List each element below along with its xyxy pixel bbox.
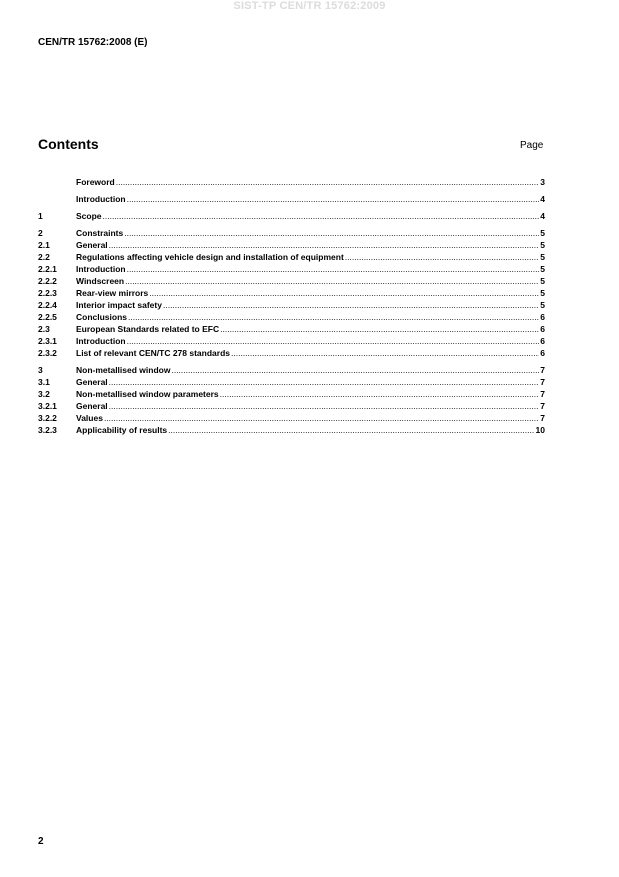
page-number: 2	[38, 836, 44, 847]
toc-entry-page: 7	[540, 365, 545, 375]
toc-entry-number: 2.2.1	[38, 264, 57, 274]
toc-entry-number: 2.2	[38, 252, 50, 262]
toc-entry-page: 5	[540, 276, 545, 286]
toc-entry[interactable]	[38, 311, 545, 323]
toc-entry[interactable]	[38, 210, 545, 222]
toc-entry-page: 6	[540, 324, 545, 334]
toc-entry-number: 3.2.2	[38, 413, 57, 423]
toc-entry-page: 5	[540, 240, 545, 250]
toc-entry-page: 7	[540, 413, 545, 423]
toc-entry-title: General	[76, 401, 108, 411]
toc-entry[interactable]	[38, 376, 545, 388]
toc-entry-number: 3.2.3	[38, 425, 57, 435]
toc-entry-number: 2.2.5	[38, 312, 57, 322]
toc-entry-title: Introduction	[76, 336, 126, 346]
toc-entry-page: 7	[540, 389, 545, 399]
toc-entry-number: 3	[38, 365, 43, 375]
dot-leader	[168, 424, 534, 436]
toc-entry-page: 4	[540, 194, 545, 204]
toc-entry-number: 2.2.4	[38, 300, 57, 310]
toc-entry[interactable]	[38, 400, 545, 412]
document-id: CEN/TR 15762:2008 (E)	[38, 37, 148, 48]
toc-entry[interactable]	[38, 412, 545, 424]
toc-entry-title: Regulations affecting vehicle design and installation of equipment	[76, 252, 344, 262]
toc-entry[interactable]	[38, 251, 545, 263]
dot-leader	[231, 347, 539, 359]
dot-leader	[220, 388, 540, 400]
toc-entry-title: Windscreen	[76, 276, 125, 286]
toc-entry[interactable]	[38, 176, 545, 188]
toc-entry[interactable]	[38, 335, 545, 347]
dot-leader	[124, 227, 539, 239]
table-of-contents	[38, 176, 545, 436]
dot-leader	[345, 251, 539, 263]
toc-entry-title: Non-metallised window parameters	[76, 389, 219, 399]
toc-entry-number: 3.2	[38, 389, 50, 399]
toc-entry-page: 5	[540, 288, 545, 298]
toc-entry-title: Interior impact safety	[76, 300, 162, 310]
dot-leader	[163, 299, 539, 311]
toc-entry[interactable]	[38, 287, 545, 299]
toc-entry-title: Conclusions	[76, 312, 128, 322]
toc-entry-page: 6	[540, 312, 545, 322]
toc-entry[interactable]	[38, 239, 545, 251]
toc-entry[interactable]	[38, 299, 545, 311]
toc-entry[interactable]	[38, 424, 545, 436]
page-column-label: Page	[520, 140, 544, 151]
toc-entry[interactable]	[38, 227, 545, 239]
toc-entry-page: 4	[540, 211, 545, 221]
dot-leader	[128, 311, 539, 323]
dot-leader	[109, 400, 540, 412]
toc-entry-page: 3	[540, 177, 545, 187]
toc-entry-title: European Standards related to EFC	[76, 324, 220, 334]
dot-leader	[103, 210, 540, 222]
toc-entry-title: Introduction	[76, 194, 126, 204]
toc-entry-number: 2	[38, 228, 43, 238]
toc-entry-number: 2.1	[38, 240, 50, 250]
toc-entry[interactable]	[38, 364, 545, 376]
dot-leader	[149, 287, 539, 299]
contents-heading: Contents	[38, 136, 99, 152]
toc-entry[interactable]	[38, 263, 545, 275]
toc-entry-page: 7	[540, 401, 545, 411]
toc-entry-page: 5	[540, 252, 545, 262]
toc-entry-title: Applicability of results	[76, 425, 168, 435]
dot-leader	[171, 364, 539, 376]
dot-leader	[109, 239, 540, 251]
dot-leader	[127, 263, 540, 275]
toc-entry-number: 2.3.1	[38, 336, 57, 346]
toc-entry[interactable]	[38, 193, 545, 205]
toc-entry-number: 2.2.2	[38, 276, 57, 286]
toc-entry[interactable]	[38, 323, 545, 335]
toc-entry-title: Values	[76, 413, 103, 423]
toc-entry-page: 5	[540, 228, 545, 238]
toc-entry-number: 3.1	[38, 377, 50, 387]
dot-leader	[104, 412, 539, 424]
toc-entry-title: Rear-view mirrors	[76, 288, 149, 298]
toc-entry-page: 10	[535, 425, 545, 435]
toc-entry-title: Constraints	[76, 228, 124, 238]
toc-entry[interactable]	[38, 388, 545, 400]
toc-entry-title: General	[76, 240, 108, 250]
dot-leader	[127, 335, 540, 347]
toc-entry-title: Foreword	[76, 177, 115, 187]
toc-entry-title: Scope	[76, 211, 102, 221]
dot-leader	[127, 193, 540, 205]
dot-leader	[109, 376, 540, 388]
toc-entry-number: 2.2.3	[38, 288, 57, 298]
dot-leader	[125, 275, 539, 287]
toc-entry-page: 5	[540, 264, 545, 274]
toc-entry-title: Non-metallised window	[76, 365, 171, 375]
toc-entry-number: 2.3.2	[38, 348, 57, 358]
toc-entry[interactable]	[38, 347, 545, 359]
toc-entry-title: General	[76, 377, 108, 387]
toc-entry-title: Introduction	[76, 264, 126, 274]
dot-leader	[116, 176, 540, 188]
toc-entry-page: 7	[540, 377, 545, 387]
toc-entry-number: 3.2.1	[38, 401, 57, 411]
toc-entry-page: 6	[540, 336, 545, 346]
toc-entry[interactable]	[38, 275, 545, 287]
toc-entry-number: 2.3	[38, 324, 50, 334]
toc-entry-page: 6	[540, 348, 545, 358]
toc-entry-page: 5	[540, 300, 545, 310]
watermark: SIST-TP CEN/TR 15762:2009	[233, 0, 386, 12]
dot-leader	[220, 323, 539, 335]
toc-entry-number: 1	[38, 211, 43, 221]
toc-entry-title: List of relevant CEN/TC 278 standards	[76, 348, 230, 358]
